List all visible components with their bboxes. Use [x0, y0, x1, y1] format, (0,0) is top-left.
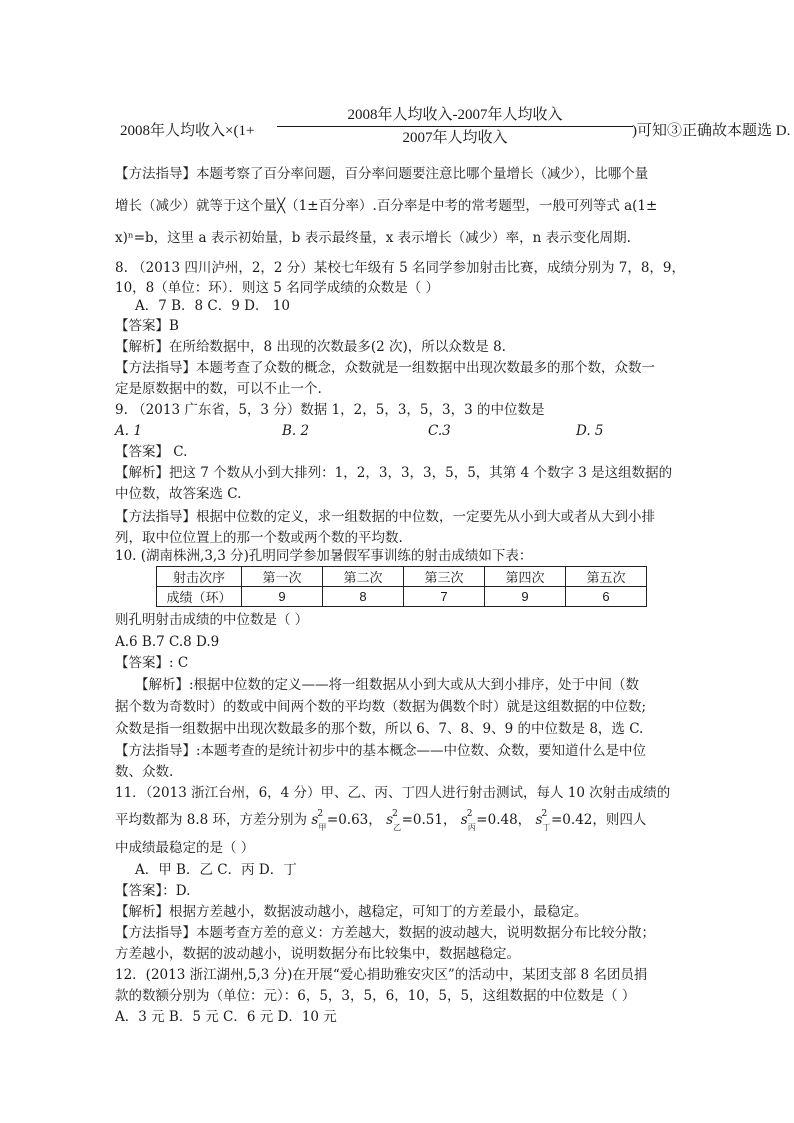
- q9-method-line2: 列，取中位位置上的那一个数或两个数的平均数.: [115, 530, 403, 546]
- formula-suffix: )可知③正确故本题选 D.: [632, 123, 791, 139]
- q10-options: A.6 B.7 C.8 D.9: [115, 634, 220, 650]
- q11-analysis: 【解析】根据方差越小，数据波动越小，越稳定，可知丁的方差最小，最稳定。: [115, 904, 588, 920]
- q8-options: A．7 B．8 C．9 D． 10: [135, 298, 290, 314]
- variance-jia-value: =0.63，: [326, 812, 382, 828]
- q8-stem-line2: 10，8（单位：环）．则这 5 名同学成绩的众数是（ ）: [115, 280, 439, 296]
- q9-analysis-line1: 【解析】把这 7 个数从小到大排列：1，2，3，3，3，5，5，其第 4 个数字 3 是这组数据的: [115, 465, 673, 481]
- q11-stem-prefix: 平均数都为 8.8 环，方差分别为: [115, 812, 308, 828]
- table-cell: 6: [566, 587, 647, 607]
- table-cell: 8: [323, 587, 404, 607]
- variance-ding-value: =0.42，则四人: [551, 812, 647, 828]
- q9-option-a: A. 1: [115, 423, 142, 439]
- table-header-cell: 第四次: [485, 567, 566, 587]
- method-guide-1-line1: 【方法指导】本题考察了百分率问题，百分率问题要注意比哪个量增长（减少），比哪个量: [115, 166, 649, 182]
- method-guide-1-line3: x)ⁿ=b，这里 a 表示初始量，b 表示最终量，x 表示增长（减少）率，n 表示变化周期.: [115, 230, 631, 246]
- variance-bing-value: =0.48，: [476, 812, 532, 828]
- q8-method-line2: 定是原数据中的数，可以不止一个.: [115, 381, 322, 397]
- variance-yi-value: =0.51，: [401, 812, 457, 828]
- q12-options: A．3 元 B．5 元 C．6 元 D．10 元: [115, 1009, 337, 1025]
- formula-numerator: 2008年人均收入-2007年人均收入: [347, 107, 563, 123]
- q10-stem: 10. (湖南株洲,3,3 分)孔明同学参加暑假军事训练的射击成绩如下表：: [115, 548, 533, 564]
- table-cell: 9: [485, 587, 566, 607]
- q11-answer: 【答案】：D.: [115, 883, 191, 899]
- q11-options: A．甲 B．乙 C．丙 D．丁: [135, 862, 297, 878]
- q9-option-b: B. 2: [282, 423, 310, 439]
- table-header-cell: 射击次序: [157, 567, 242, 587]
- q10-method-line2: 数、众数.: [115, 764, 174, 780]
- q8-answer: 【答案】B: [115, 318, 179, 334]
- q9-method-line1: 【方法指导】根据中位数的定义，求一组数据的中位数，一定要先从小到大或者从大到小排: [115, 509, 655, 525]
- table-cell: 7: [404, 587, 485, 607]
- table-cell: 9: [242, 587, 323, 607]
- q8-analysis: 【解析】在所给数据中，8 出现的次数最多(2 次)，所以众数是 8.: [115, 339, 506, 355]
- q9-option-c: C.3: [428, 423, 451, 439]
- q9-answer: 【答案】 C.: [115, 444, 188, 460]
- q9-option-d: D. 5: [576, 423, 604, 439]
- variance-symbol-ding: s 2 丁: [535, 809, 551, 832]
- table-header-cell: 第五次: [566, 567, 647, 587]
- formula-fraction: [275, 104, 635, 149]
- table-header-cell: 第一次: [242, 567, 323, 587]
- table-row: [157, 587, 647, 607]
- variance-symbol-yi: s 2 乙: [386, 809, 402, 832]
- q10-question: 则孔明射击成绩的中位数是（ ）: [115, 612, 309, 628]
- formula-prefix: 2008年人均收入×(1+: [120, 123, 255, 139]
- q8-stem-line1: 8. （2013 四川泸州，2，2 分）某校七年级有 5 名同学参加射击比赛，成绩分别为 7，8，9，: [115, 260, 686, 276]
- q11-method-line2: 方差越小，数据的波动越小，说明数据分布比较集中，数据越稳定。: [115, 946, 520, 962]
- q9-stem: 9. （2013 广东省，5，3 分）数据 1，2，5，3，5，3，3 的中位数是: [115, 402, 545, 418]
- shooting-scores-table: [156, 566, 647, 607]
- table-header-cell: 第二次: [323, 567, 404, 587]
- q10-analysis-line3: 众数是指一组数据中出现次数最多的那个数，所以 6、7、8、9、9 的中位数是 8，选 C.: [115, 721, 644, 737]
- variance-symbol-jia: s 2 甲: [311, 809, 327, 832]
- table-header-row: [157, 567, 647, 587]
- formula-denominator: 2007年人均收入: [402, 130, 508, 146]
- q11-stem-line3: 中成绩最稳定的是（ ）: [115, 840, 255, 856]
- method-guide-1-line2: 增长（减少）就等于这个量╳（1±百分率）.百分率是中考的常考题型，一般可列等式 a(1±: [115, 198, 658, 214]
- q10-answer: 【答案】: C: [115, 655, 189, 671]
- q10-analysis-line1: 【解析】:根据中位数的定义——将一组数据从小到大或从大到小排序，处于中间（数: [135, 677, 640, 693]
- q12-stem-line1: 12．(2013 浙江湖州,5,3 分)在开展“爱心捐助雅安灾区”的活动中，某团支部 8 名团员捐: [115, 967, 648, 983]
- table-header-cell: 第三次: [404, 567, 485, 587]
- table-cell: 成绩（环）: [157, 587, 242, 607]
- q10-analysis-line2: 据个数为奇数时）的数或中间两个数的平均数（数据为偶数个时）就是这组数据的中位数;: [115, 699, 647, 715]
- q10-method-line1: 【方法指导】:本题考查的是统计初步中的基本概念——中位数、众数，要知道什么是中位: [115, 743, 647, 759]
- q11-stem-line1: 11．（2013 浙江台州，6，4 分）甲、乙、丙、丁四人进行射击测试，每人 10 次射击成绩的: [115, 785, 671, 801]
- q8-method-line1: 【方法指导】本题考查了众数的概念，众数就是一组数据中出现次数最多的那个数，众数一: [115, 360, 655, 376]
- q12-stem-line2: 款的数额分别为（单位：元）：6，5，3，5，6，10，5，5，这组数据的中位数是（ ）: [115, 988, 636, 1004]
- q11-stem-line2: [115, 810, 646, 830]
- q11-method-line1: 【方法指导】本题考查方差的意义：方差越大，数据的波动越大，说明数据分布比较分散；: [115, 925, 655, 941]
- variance-symbol-bing: s 2 丙: [460, 809, 476, 832]
- q9-analysis-line2: 中位数，故答案选 C.: [115, 486, 242, 502]
